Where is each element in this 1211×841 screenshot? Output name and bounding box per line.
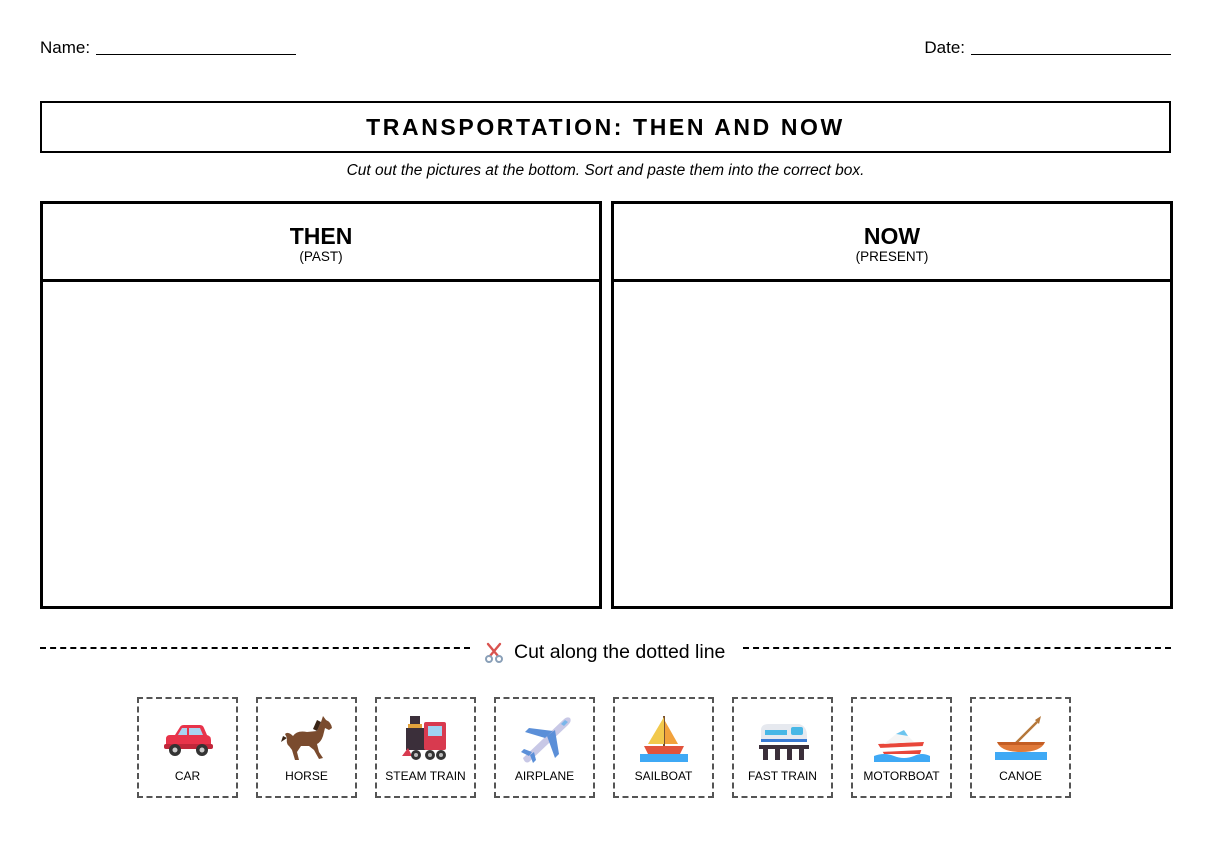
- car-icon: [160, 712, 216, 764]
- scissors-icon: [482, 640, 506, 664]
- name-label: Name:: [40, 38, 91, 57]
- card-fast-train[interactable]: [732, 697, 833, 798]
- horse-icon: [279, 712, 335, 764]
- now-title: NOW: [863, 222, 921, 249]
- cut-line-left: [40, 647, 470, 649]
- card-steam-train[interactable]: [375, 697, 476, 798]
- card-canoe[interactable]: [970, 697, 1071, 798]
- then-header: [43, 204, 599, 282]
- then-paste-area[interactable]: [43, 282, 599, 606]
- cut-label: Cut along the dotted line: [514, 640, 726, 663]
- card-label-fast-train: FAST TRAIN: [748, 769, 817, 783]
- airplane-icon: [517, 712, 573, 764]
- date-label: Date:: [924, 38, 965, 57]
- canoe-icon: [993, 712, 1049, 764]
- card-airplane[interactable]: [494, 697, 595, 798]
- cutout-cards: [137, 697, 1077, 801]
- page-title: TRANSPORTATION: THEN AND NOW: [366, 113, 845, 140]
- card-label-canoe: CANOE: [999, 769, 1042, 783]
- steam-train-icon: [398, 712, 454, 764]
- cut-label-group: [482, 640, 725, 664]
- motorboat-icon: [874, 712, 930, 764]
- instructions: Cut out the pictures at the bottom. Sort and paste them into the correct box.: [346, 162, 865, 179]
- card-sailboat[interactable]: [613, 697, 714, 798]
- card-label-motorboat: MOTORBOAT: [863, 769, 940, 783]
- now-column: [611, 201, 1173, 609]
- card-label-sailboat: SAILBOAT: [634, 769, 693, 783]
- title-box: [40, 101, 1171, 153]
- date-line[interactable]: [971, 53, 1171, 55]
- header-row: [40, 38, 1171, 60]
- name-line[interactable]: [96, 53, 296, 55]
- cut-line-right: [743, 647, 1171, 649]
- card-label-airplane: AIRPLANE: [514, 769, 575, 783]
- date-field[interactable]: [924, 38, 1171, 58]
- then-subtitle: (PAST): [299, 248, 343, 264]
- card-label-horse: HORSE: [285, 769, 328, 783]
- name-field[interactable]: [40, 38, 296, 58]
- card-label-car: CAR: [174, 769, 201, 783]
- then-column: [40, 201, 602, 609]
- sailboat-icon: [636, 712, 692, 764]
- fast-train-icon: [755, 712, 811, 764]
- now-subtitle: (PRESENT): [855, 248, 929, 264]
- card-label-steam-train: STEAM TRAIN: [385, 769, 466, 783]
- cut-line-row: [40, 638, 1171, 666]
- card-horse[interactable]: [256, 697, 357, 798]
- now-header: [614, 204, 1170, 282]
- then-title: THEN: [289, 222, 353, 249]
- card-car[interactable]: [137, 697, 238, 798]
- card-motorboat[interactable]: [851, 697, 952, 798]
- now-paste-area[interactable]: [614, 282, 1170, 606]
